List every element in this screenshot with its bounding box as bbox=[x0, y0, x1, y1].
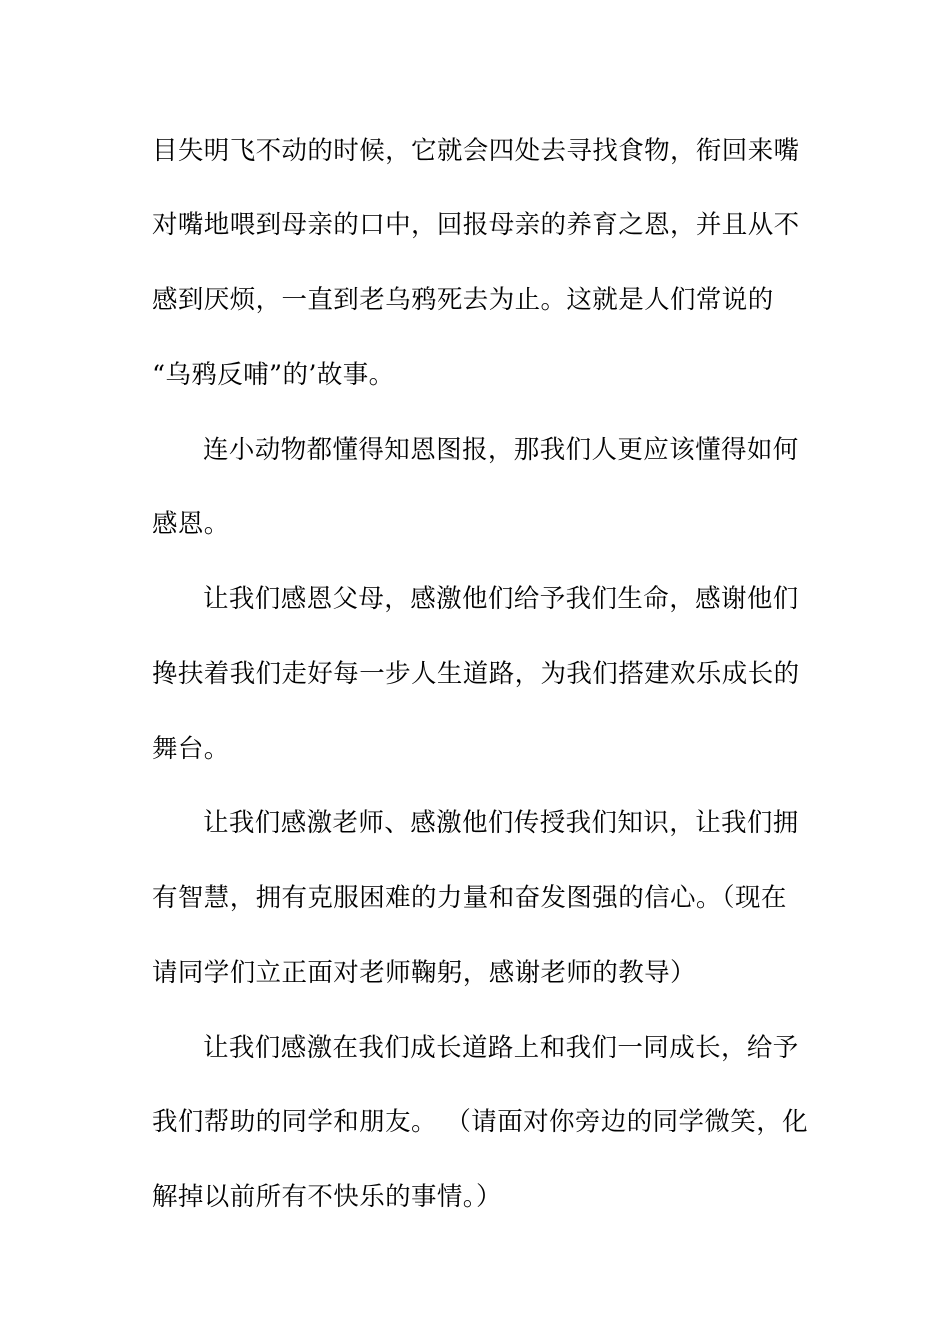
text-line: 舞台。 bbox=[152, 734, 230, 764]
paragraph-first-line: 让我们感激在我们成长道路上和我们一同成长，给予 bbox=[203, 1033, 799, 1063]
paragraph-first-line: 让我们感恩父母，感激他们给予我们生命，感谢他们 bbox=[203, 584, 799, 614]
text-line: 目失明飞不动的时候，它就会四处去寻找食物，衔回来嘴 bbox=[152, 136, 800, 166]
text-line: 感到厌烦，一直到老乌鸦死去为止。这就是人们常说的 bbox=[152, 285, 774, 315]
text-line: 我们帮助的同学和朋友。 （请面对你旁边的同学微笑，化 bbox=[152, 1107, 809, 1137]
text-line: 感恩。 bbox=[152, 509, 230, 539]
text-line: 搀扶着我们走好每一步人生道路，为我们搭建欢乐成长的 bbox=[152, 659, 800, 689]
text-line: 请同学们立正面对老师鞠躬，感谢老师的教导） bbox=[152, 958, 696, 988]
text-line: 有智慧，拥有克服困难的力量和奋发图强的信心。（现在 bbox=[152, 883, 787, 913]
text-line: 对嘴地喂到母亲的口中，回报母亲的养育之恩，并且从不 bbox=[152, 210, 800, 240]
text-line: 解掉以前所有不快乐的事情。） bbox=[152, 1182, 502, 1212]
paragraph-first-line: 连小动物都懂得知恩图报，那我们人更应该懂得如何 bbox=[203, 435, 799, 465]
paragraph-first-line: 让我们感激老师、感激他们传授我们知识，让我们拥 bbox=[203, 808, 799, 838]
text-line: “乌鸦反哺”的’故事。 bbox=[152, 360, 395, 390]
